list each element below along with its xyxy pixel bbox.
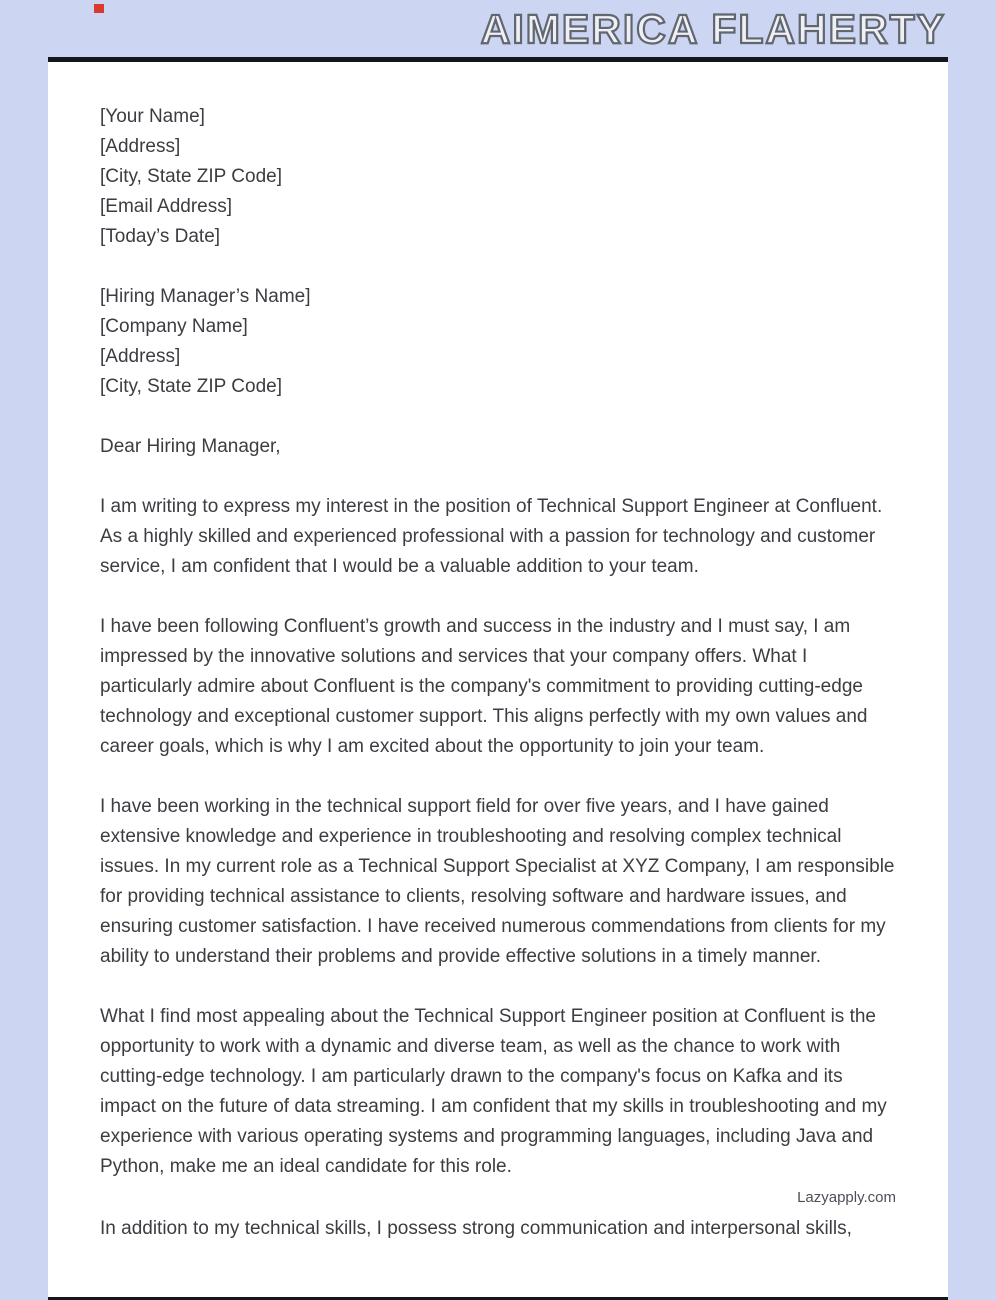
paragraph-company-interest: I have been following Confluent’s growth and success in the industry and I must say, I am impressed by the innovative solutions and services that your company offers. What I particularly admire about Confluent is the company's commitment to providing cutting-edge technology and exceptional customer support. This aligns perfectly with my own values and career goals, which is why I am excited about the opportunity to join your team. xyxy=(100,616,868,757)
sender-address: [Address] xyxy=(100,136,181,157)
salutation: Dear Hiring Manager, xyxy=(100,436,281,457)
sender-email: [Email Address] xyxy=(100,196,232,217)
watermark: Lazyapply.com xyxy=(797,1189,896,1206)
paragraph-soft-skills: In addition to my technical skills, I possess strong communication and interpersonal skills, xyxy=(100,1218,852,1239)
recipient-name: [Hiring Manager’s Name] xyxy=(100,286,311,307)
red-mark xyxy=(94,4,104,13)
page-title: AIMERICA FLAHERTY xyxy=(480,6,946,52)
letter-page xyxy=(48,57,948,1300)
recipient-city-state-zip: [City, State ZIP Code] xyxy=(100,376,282,397)
sender-name: [Your Name] xyxy=(100,106,205,127)
paragraph-role-appeal: What I find most appealing about the Technical Support Engineer position at Confluent is the opportunity to work with a dynamic and diverse team, as well as the chance to work with cutting-edge technology. I am particularly drawn to the company's focus on Kafka and its impact on the future of data streaming. I am confident that my skills in troubleshooting and my experience with various operating systems and programming languages, including Java and Python, make me an ideal candidate for this role. xyxy=(100,1006,887,1177)
paragraph-intro: I am writing to express my interest in the position of Technical Support Engineer at Confluent. As a highly skilled and experienced professional with a passion for technology and customer service, I am confident that I would be a valuable addition to your team. xyxy=(100,496,883,577)
recipient-address: [Address] xyxy=(100,346,181,367)
recipient-company: [Company Name] xyxy=(100,316,248,337)
recipient-block xyxy=(100,282,896,402)
paragraph-experience: I have been working in the technical support field for over five years, and I have gained extensive knowledge and experience in troubleshooting and resolving complex technical issues. In my current role as a Technical Support Specialist at XYZ Company, I am responsible for providing technical assistance to clients, resolving software and hardware issues, and ensuring customer satisfaction. I have received numerous commendations from clients for my ability to understand their problems and provide effective solutions in a timely manner. xyxy=(100,796,895,967)
sender-city-state-zip: [City, State ZIP Code] xyxy=(100,166,282,187)
sender-block xyxy=(100,102,896,252)
letter-date: [Today’s Date] xyxy=(100,226,221,247)
